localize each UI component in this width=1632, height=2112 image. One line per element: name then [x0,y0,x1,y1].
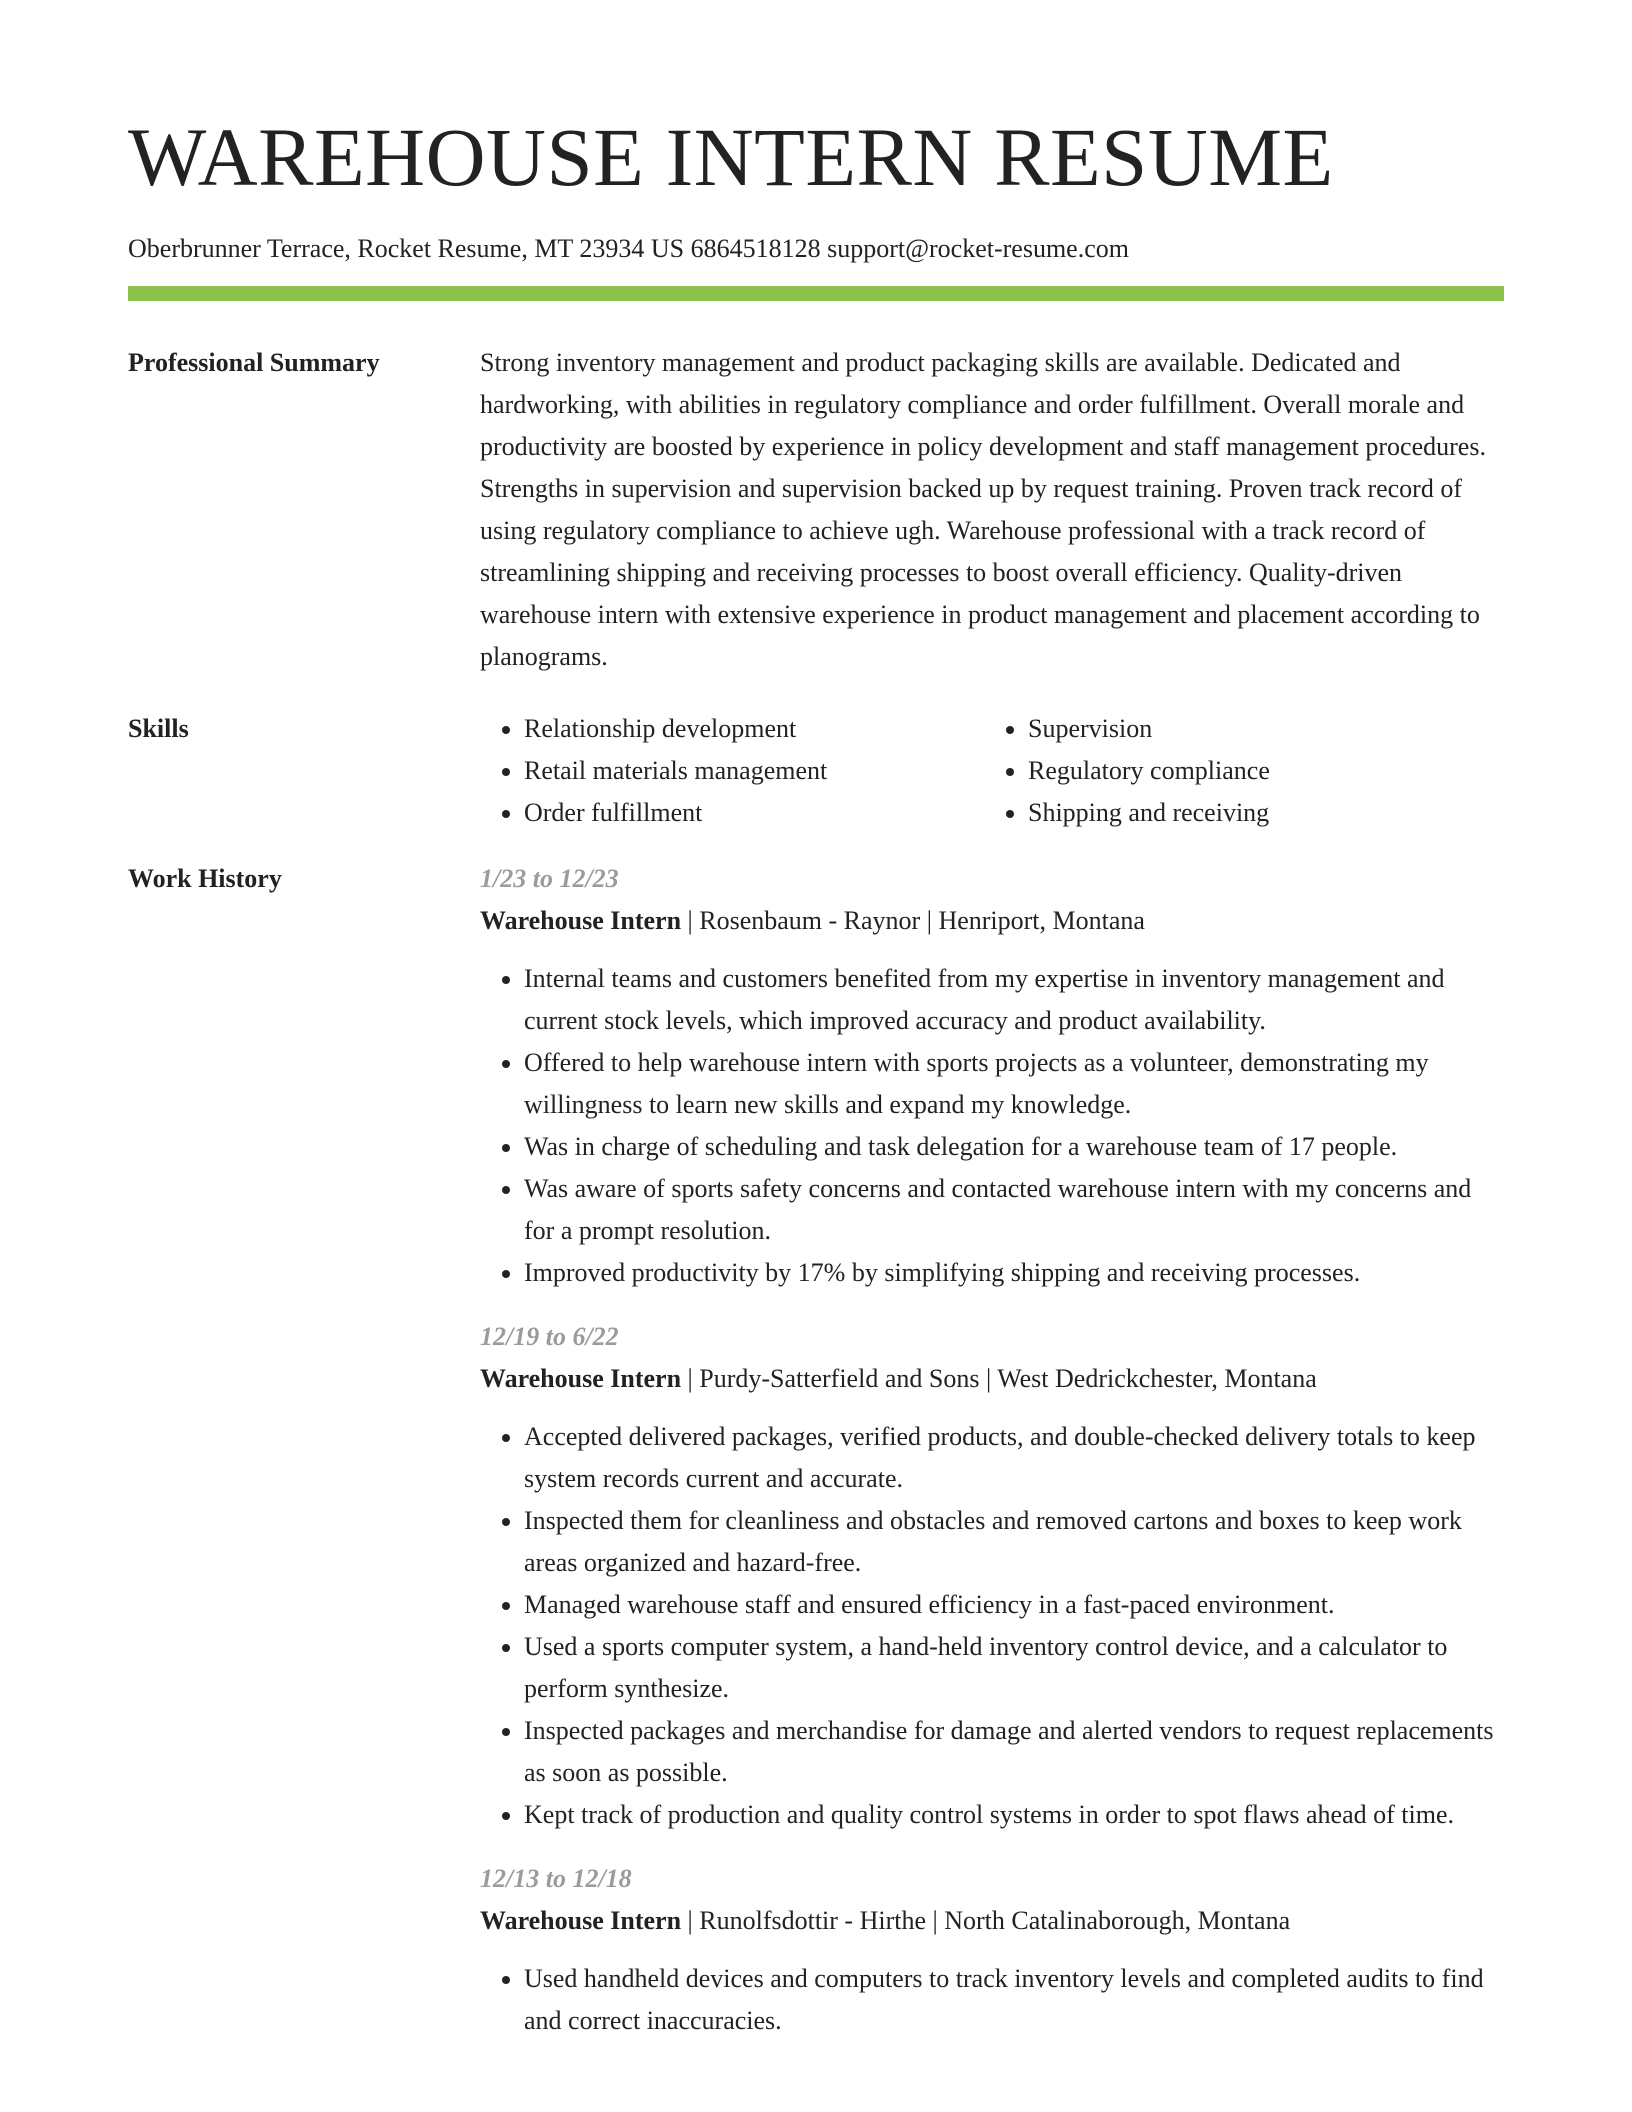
resume-title: WAREHOUSE INTERN RESUME [128,111,1334,203]
job-entry [480,1316,1504,1836]
job-bullet: • Internal teams and customers benefited from my expertise in inventory management and current stock levels, which improved accuracy and product availability. [524,958,1504,1042]
job-title: Warehouse Intern [480,906,682,935]
skills-list-right [984,708,1488,834]
work-history-body [480,866,1504,2042]
job-title-line [480,900,1504,942]
skill-item: • Supervision [1028,708,1488,750]
job-entry [480,858,1504,1294]
job-bullet: • Was aware of sports safety concerns and contacted warehouse intern with my concerns and for a prompt resolution. [524,1168,1504,1252]
job-title: Warehouse Intern [480,1364,682,1393]
job-bullet: • Inspected packages and merchandise for damage and alerted vendors to request replacements as soon as possible. [524,1710,1504,1794]
job-title-line [480,1358,1504,1400]
skill-item: • Regulatory compliance [1028,750,1488,792]
summary-body [480,350,1504,678]
job-bullet: • Accepted delivered packages, verified products, and double-checked delivery totals to keep system records current and accurate. [524,1416,1504,1500]
job-separator: | [926,1906,945,1935]
job-bullet-list [480,1416,1504,1836]
job-location: West Dedrickchester, Montana [997,1364,1317,1393]
job-bullet-list [480,958,1504,1294]
summary-heading: Professional Summary [128,348,380,377]
job-bullet: • Offered to help warehouse intern with sports projects as a volunteer, demonstrating my willingness to learn new skills and expand my knowledge. [524,1042,1504,1126]
job-location: North Catalinaborough, Montana [944,1906,1291,1935]
contact-info: Oberbrunner Terrace, Rocket Resume, MT 23934 US 6864518128 support@rocket-resume.com [128,234,1129,263]
job-dates: 12/19 to 6/22 [480,1322,619,1351]
job-bullet-list [480,1958,1504,2042]
skills-heading: Skills [128,714,189,743]
job-bullet: • Used handheld devices and computers to track inventory levels and completed audits to find and correct inaccuracies. [524,1958,1504,2042]
job-separator: | [681,1364,700,1393]
job-bullet: • Was in charge of scheduling and task delegation for a warehouse team of 17 people. [524,1126,1504,1168]
summary-text: Strong inventory management and product packaging skills are available. Dedicated and hardworking, with abilities in regulatory compliance and order fulfillment. Overall morale and productivity are boosted by experience in policy development and staff management procedures. Strengths in supervision and supervision backed up by request training. Proven track record of using regulatory compliance to achieve ugh. Warehouse professional with a track record of streamlining shipping and receiving processes to boost overall efficiency. Quality-driven warehouse intern with extensive experience in product management and placement according to planograms. [480,348,1486,671]
work-history-section [128,866,1504,2042]
skill-item: • Order fulfillment [524,792,984,834]
work-history-heading: Work History [128,864,282,893]
job-separator: | [681,906,700,935]
skill-item: • Shipping and receiving [1028,792,1488,834]
skills-grid [480,708,1504,834]
job-separator: | [920,906,939,935]
job-separator: | [979,1364,998,1393]
job-company: Runolfsdottir - Hirthe [699,1906,927,1935]
job-title-line [480,1900,1504,1942]
job-bullet: • Inspected them for cleanliness and obstacles and removed cartons and boxes to keep work areas organized and hazard-free. [524,1500,1504,1584]
skill-item: • Relationship development [524,708,984,750]
job-bullet: • Managed warehouse staff and ensured efficiency in a fast-paced environment. [524,1584,1504,1626]
skill-item: • Retail materials management [524,750,984,792]
job-bullet: • Improved productivity by 17% by simplifying shipping and receiving processes. [524,1252,1504,1294]
job-location: Henriport, Montana [938,906,1145,935]
job-separator: | [681,1906,700,1935]
job-dates: 12/13 to 12/18 [480,1864,632,1893]
job-company: Rosenbaum - Raynor [699,906,921,935]
skills-body [480,716,1504,834]
job-bullet: • Used a sports computer system, a hand-held inventory control device, and a calculator to perform synthesize. [524,1626,1504,1710]
summary-section [128,350,1504,678]
job-title: Warehouse Intern [480,1906,682,1935]
skills-section [128,716,1504,834]
resume-content [128,350,1504,2042]
accent-divider [128,286,1504,301]
job-bullet: • Kept track of production and quality control systems in order to spot flaws ahead of time. [524,1794,1504,1836]
skills-list-left [480,708,984,834]
job-dates: 1/23 to 12/23 [480,864,619,893]
job-company: Purdy-Satterfield and Sons [699,1364,980,1393]
job-entry [480,1858,1504,2042]
